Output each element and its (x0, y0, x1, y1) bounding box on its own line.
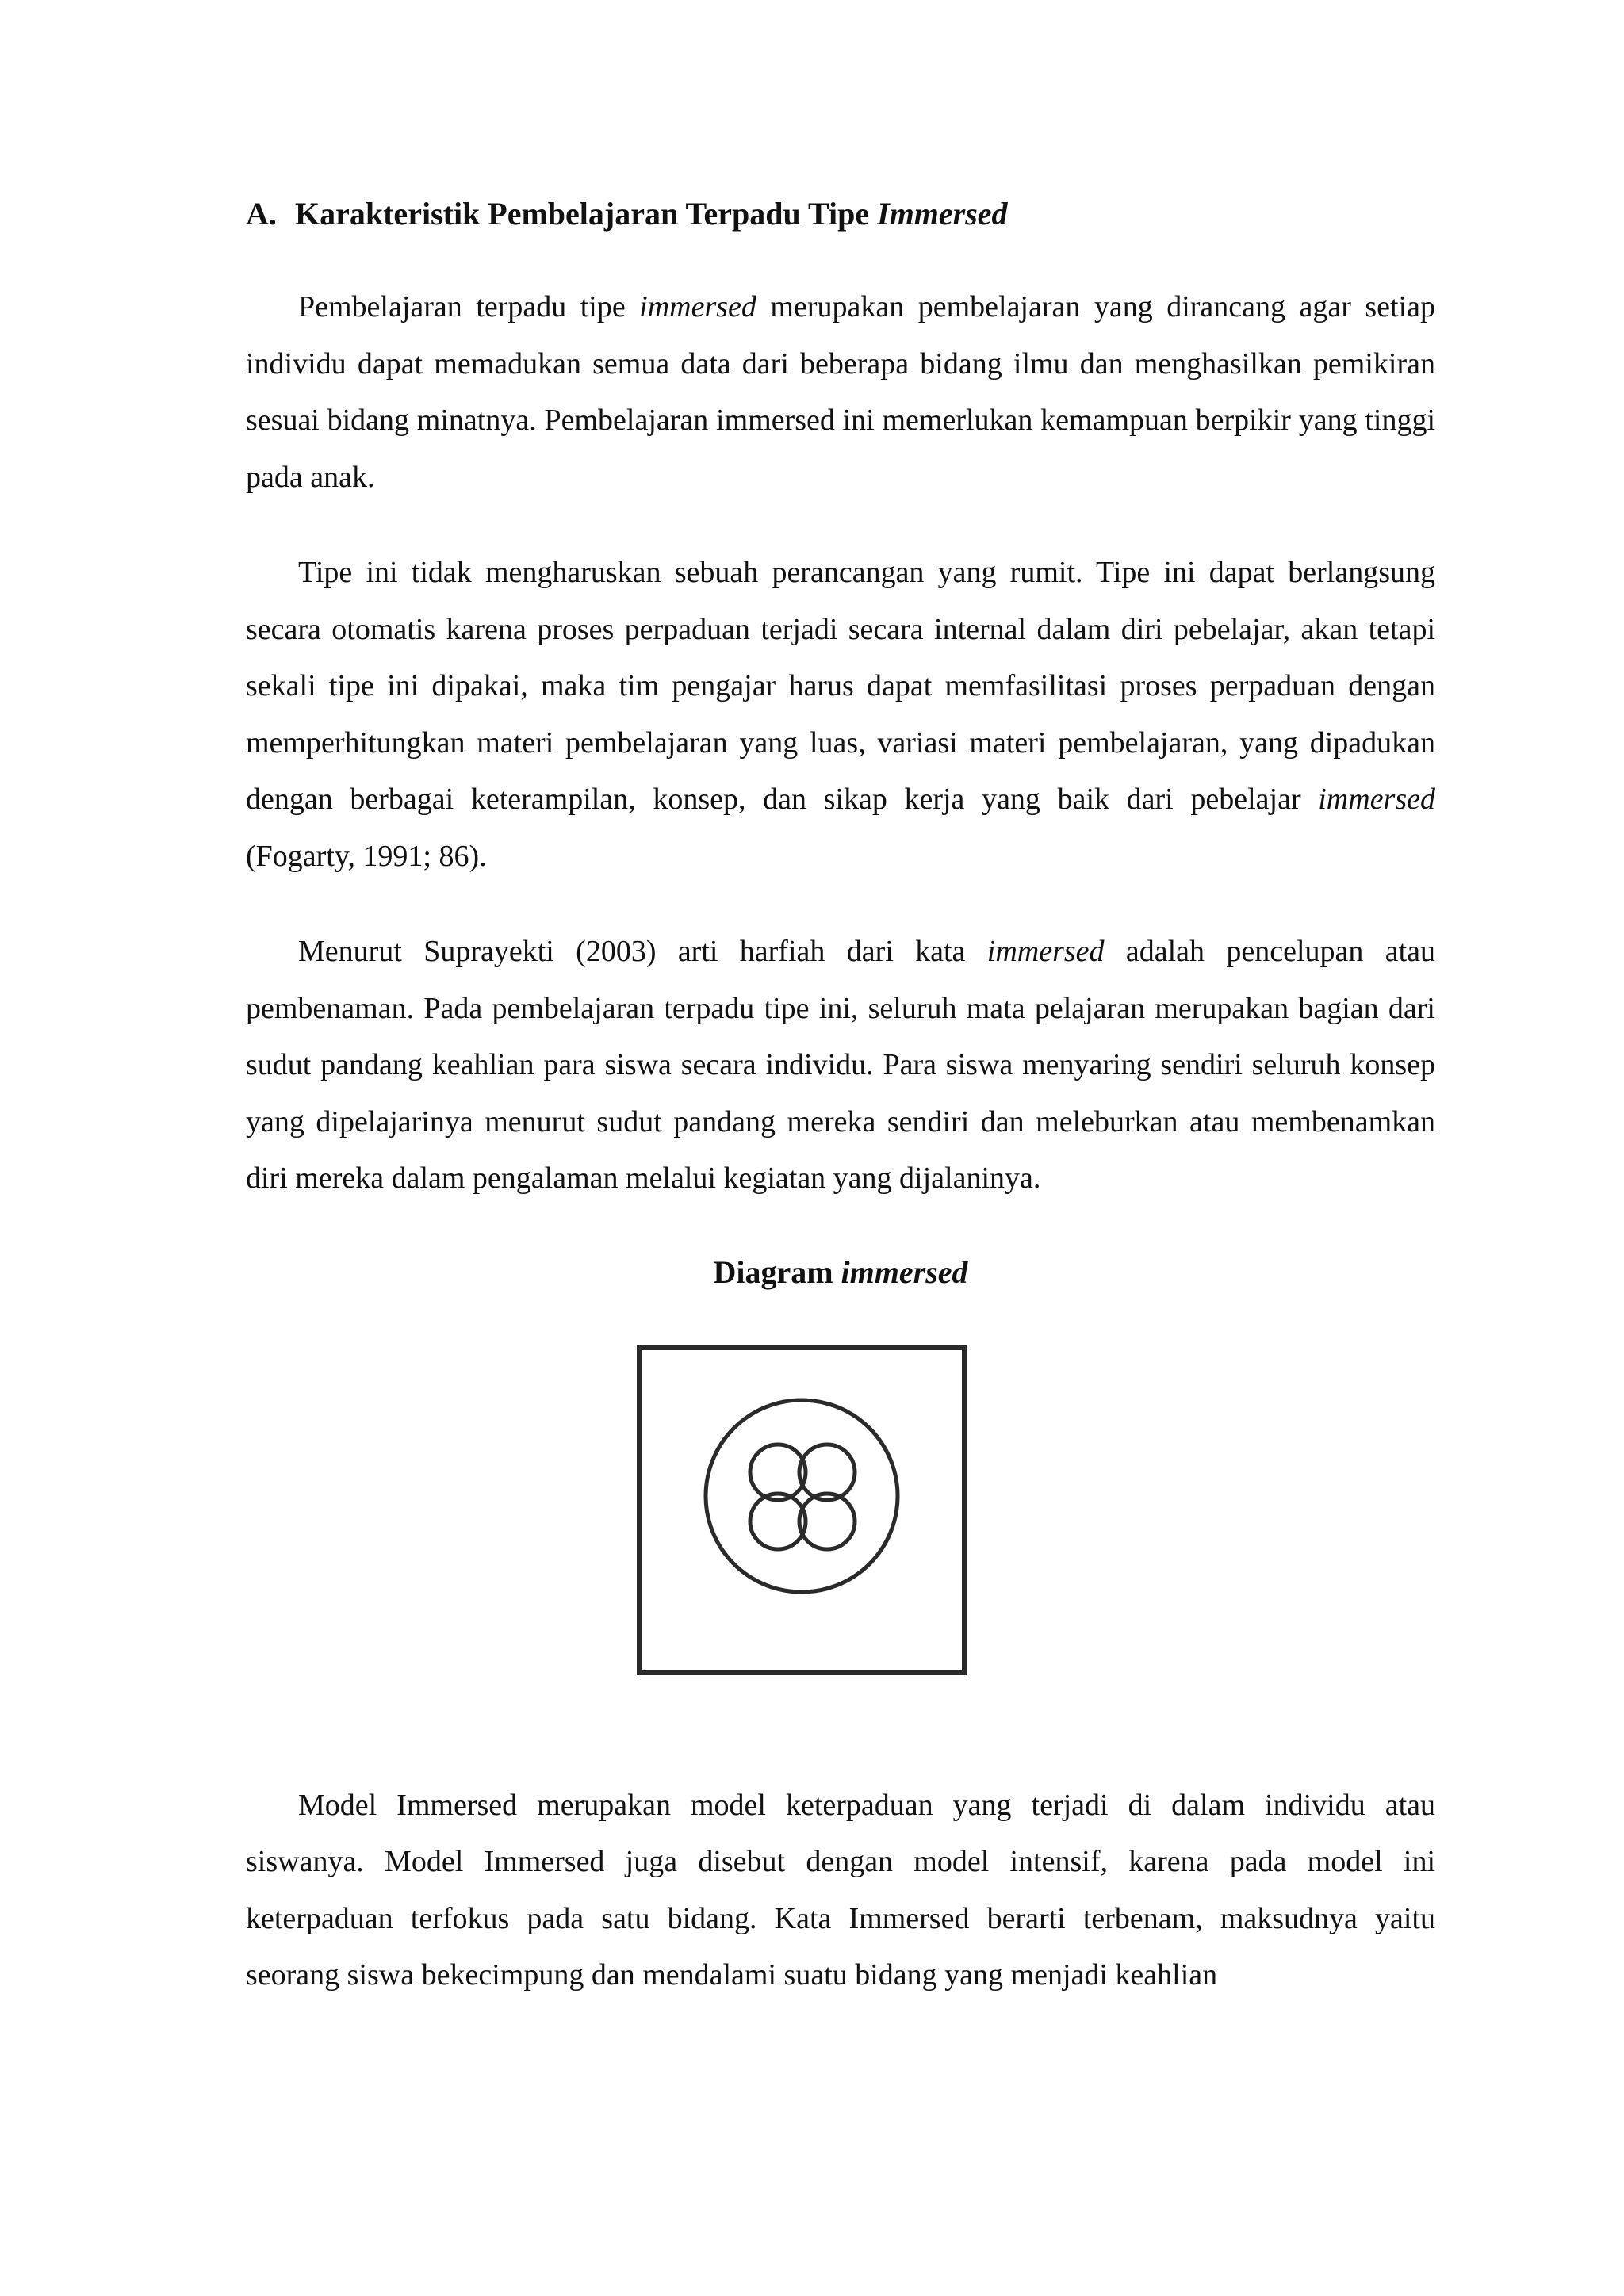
paragraph-1-text-a: Pembelajaran terpadu tipe (298, 290, 626, 323)
paragraph-2-citation: (Fogarty, 1991; 86). (246, 839, 487, 873)
paragraph-1 (246, 279, 1435, 506)
paragraph-1-italic: immersed (639, 290, 756, 323)
paragraph-3-text-c: adalah pencelupan atau pembenaman. Pada pembelajaran terpadu tipe ini, seluruh mata pelajaran merupakan bagian dari sudut pandang keahlian para siswa secara individu. Para siswa menyaring sendiri seluruh konsep yang dipelajarinya menurut sudut pandang mereka sendiri dan meleburkan atau membenamkan diri mereka dalam pengalaman melalui kegiatan yang dijalaninya. (246, 935, 1436, 1195)
paragraph-2-text-a: Tipe ini tidak mengharuskan sebuah perancangan yang rumit. Tipe ini dapat berlangsung secara otomatis karena proses perpaduan terjadi secara internal dalam diri pebelajar, akan tetapi sekali tipe ini dipakai, maka tim pengajar harus dapat memfasilitasi proses perpaduan dengan memperhitungkan materi pembelajaran yang luas, variasi materi pembelajaran, yang dipadukan dengan berbagai keterampilan, konsep, dan sikap kerja yang baik dari pebelajar (246, 556, 1435, 816)
paragraph-3 (246, 924, 1435, 1207)
immersed-diagram-svg (613, 1324, 994, 1705)
document-page (246, 190, 1435, 2004)
paragraph-4: Model Immersed merupakan model keterpaduan yang terjadi di dalam individu atau siswanya. Model Immersed juga disebut dengan model intensif, karena pada model ini keterpaduan terfokus pada satu bidang. Kata Immersed berarti terbenam, maksudnya yaitu seorang siswa bekecimpung dan mendalami suatu bidang yang menjadi keahlian (246, 1788, 1435, 1992)
section-title-italic: Immersed (877, 196, 1008, 232)
section-heading (246, 190, 1435, 238)
immersed-diagram (246, 1324, 1435, 1705)
large-circle (706, 1400, 898, 1592)
paragraph-1-text-c: merupakan pembelajaran yang dirancang agar setiap individu dapat memadukan semua data dari beberapa bidang ilmu dan menghasilkan pemikiran sesuai bidang minatnya. Pembelajaran immersed ini memerlukan kemampuan berpikir yang tinggi pada anak. (246, 290, 1436, 494)
figure-caption (246, 1249, 1435, 1296)
caption-italic: immersed (841, 1253, 968, 1290)
section-title: Karakteristik Pembelajaran Terpadu Tipe (295, 196, 870, 232)
caption-text: Diagram (713, 1253, 833, 1290)
section-number: A. (246, 196, 277, 232)
paragraph-2 (246, 545, 1435, 885)
paragraph-3-text-a: Menurut Suprayekti (2003) arti harfiah dari kata (298, 935, 966, 968)
paragraph-2-italic: immersed (1318, 783, 1436, 816)
paragraph-3-italic: immersed (986, 935, 1105, 968)
